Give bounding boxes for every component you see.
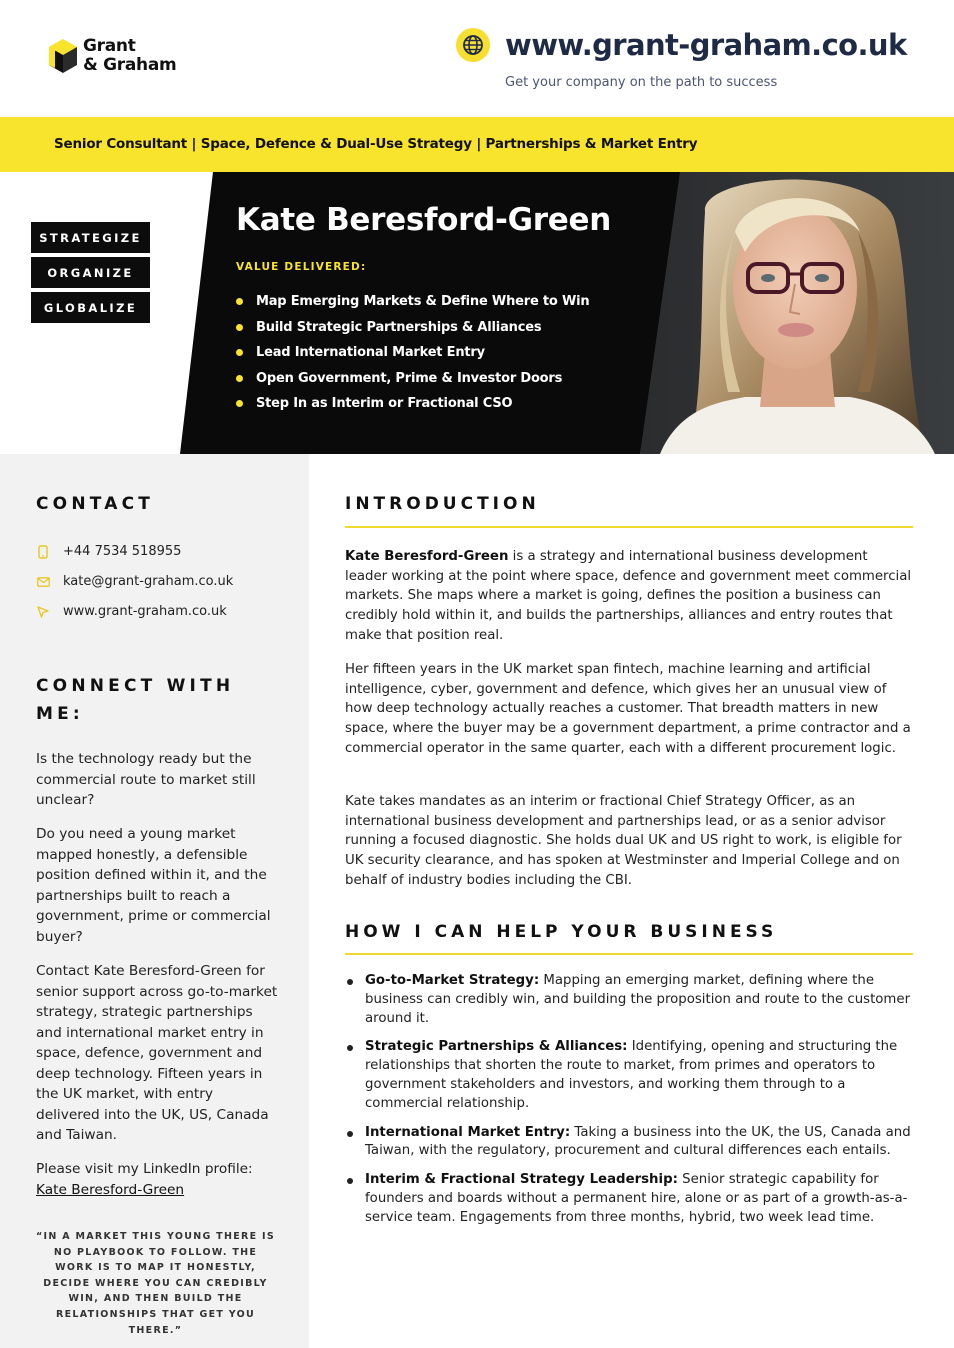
email-icon — [36, 575, 50, 589]
value-item — [236, 391, 589, 417]
globe-icon — [456, 28, 490, 62]
consultant-name: Kate Beresford-Green — [236, 202, 611, 238]
logo-line-2: & Graham — [83, 55, 177, 75]
website-url[interactable]: www.grant-graham.co.uk — [505, 28, 907, 62]
help-heading: HOW I CAN HELP YOUR BUSINESS — [345, 922, 778, 942]
value-item-text: Open Government, Prime & Investor Doors — [256, 370, 563, 386]
value-item-text: Step In as Interim or Fractional CSO — [256, 396, 513, 412]
website-header[interactable] — [456, 28, 907, 62]
help-item — [345, 1124, 913, 1162]
tagline: Get your company on the path to success — [505, 75, 778, 90]
phone-number[interactable]: +44 7534 518955 — [63, 544, 182, 559]
bullet-dot-icon — [347, 979, 353, 985]
help-item — [345, 972, 913, 1028]
intro-paragraph-2: Her fifteen years in the UK market span fintech, machine learning and artificial intelligence, cyber, government and defence, which gives her an unusual view of how deep technology actually reaches a customer. That breadth matters in new space, where the buyer may be a government department, a prime contractor and a commercial operator in the same quarter, each with a different procurement logic. — [345, 662, 911, 756]
hero-section — [0, 172, 954, 454]
contact-website[interactable] — [36, 604, 227, 619]
connect-heading — [36, 672, 234, 728]
page-header — [0, 0, 954, 117]
help-item-title: Interim & Fractional Strategy Leadership: — [365, 1172, 678, 1188]
help-item — [345, 1171, 913, 1227]
bullet-dot-icon — [347, 1045, 353, 1051]
connect-heading-line-2: ME: — [36, 704, 84, 724]
role-banner — [0, 117, 954, 172]
value-delivered-label: VALUE DELIVERED: — [236, 261, 367, 273]
linkedin-link[interactable]: Kate Beresford-Green — [36, 1181, 185, 1198]
pill-strategize: STRATEGIZE — [31, 222, 150, 253]
help-item-text: Senior strategic capability for founders and boards without a permanent hire, alone or as part of a growth-as-a-service team. Engagements from three months, hybrid, two week lead time. — [365, 1172, 908, 1225]
contact-email[interactable] — [36, 574, 233, 589]
email-address[interactable]: kate@grant-graham.co.uk — [63, 574, 234, 589]
intro-paragraph-1-text: is a strategy and international business development leader working at the point where space, defence and government meet commercial markets. She maps where a market is going, defines the position a business can credibly hold within it, and builds the partnerships, alliances and entry routes that make that position real. — [345, 549, 912, 643]
connect-paragraph-1: Is the technology ready but the commercial route to market still unclear? — [36, 751, 256, 808]
bullet-dot-icon — [347, 1131, 353, 1137]
intro-name: Kate Beresford-Green — [345, 549, 509, 564]
intro-paragraph-1 — [345, 547, 913, 646]
contact-heading: CONTACT — [36, 494, 155, 514]
help-item-title: International Market Entry: — [365, 1124, 571, 1140]
bullet-dot-icon — [236, 324, 243, 331]
bullet-dot-icon — [236, 349, 243, 356]
bullet-dot-icon — [347, 1178, 353, 1184]
pill-globalize: GLOBALIZE — [31, 292, 150, 323]
linkedin-prompt: Please visit my LinkedIn profile: — [36, 1161, 253, 1177]
value-item — [236, 340, 589, 366]
value-list — [236, 289, 589, 417]
help-divider — [345, 953, 913, 955]
help-item-text: Taking a business into the UK, the US, Canada and Taiwan, with the regulatory, procurement and cultural differences each entails. — [365, 1124, 911, 1159]
value-item-text: Build Strategic Partnerships & Alliances — [256, 319, 542, 335]
bullet-dot-icon — [236, 400, 243, 407]
help-item-text: Mapping an emerging market, defining where the business can credibly win, and building the proposition and route to the customer around it. — [365, 973, 911, 1026]
location-arrow-icon — [36, 605, 50, 619]
role-banner-text: Senior Consultant | Space, Defence & Dual-Use Strategy | Partnerships & Market Entry — [54, 136, 698, 152]
value-item-text: Lead International Market Entry — [256, 345, 485, 361]
quote-block: “IN A MARKET THIS YOUNG THERE IS NO PLAYBOOK TO FOLLOW. THE WORK IS TO MAP IT HONESTLY, DECIDE WHERE YOU CAN CREDIBLY WIN, AND THEN BUILD THE RELATIONSHIPS THAT GET YOU THERE.” — [36, 1231, 275, 1336]
connect-paragraph-3: Contact Kate Beresford-Green for senior support across go-to-market strategy, strategic partnerships and international market entry in space, defence, government and deep technology. Fifteen years in the UK market, with entry delivered into the UK, US, Canada and Taiwan. — [36, 963, 278, 1143]
logo-cube-icon — [47, 37, 79, 75]
connect-heading-line-1: CONNECT WITH — [36, 676, 235, 696]
website-link[interactable]: www.grant-graham.co.uk — [63, 604, 227, 619]
phone-icon — [36, 545, 50, 559]
pill-organize: ORGANIZE — [31, 257, 150, 288]
help-item — [345, 1038, 913, 1113]
logo-text — [83, 37, 176, 75]
logo-line-1: Grant — [83, 36, 136, 56]
pill-group — [31, 222, 150, 327]
bullet-dot-icon — [236, 375, 243, 382]
help-item-text: Identifying, opening and structuring the relationships that shorten the route to market, from primes and operators to government stakeholders and investors, and working them through to a commercial relationship. — [365, 1039, 898, 1111]
introduction-divider — [345, 526, 913, 528]
intro-paragraph-3: Kate takes mandates as an interim or fractional Chief Strategy Officer, as an international business development and partnerships lead, or as a senior advisor running a focused diagnostic. She holds dual UK and US right to work, is eligible for UK security clearance, and has spoken at Westminster and Imperial College and on behalf of industry bodies including the CBI. — [345, 794, 902, 888]
help-item-title: Strategic Partnerships & Alliances: — [365, 1039, 628, 1055]
help-item-title: Go-to-Market Strategy: — [365, 973, 540, 988]
value-item-text: Map Emerging Markets & Define Where to Win — [256, 294, 590, 310]
help-list — [345, 972, 913, 1238]
sidebar — [0, 454, 309, 1348]
company-logo[interactable] — [47, 37, 176, 75]
contact-phone[interactable] — [36, 544, 181, 559]
value-item — [236, 315, 589, 341]
bullet-dot-icon — [236, 298, 243, 305]
introduction-heading: INTRODUCTION — [345, 494, 540, 514]
value-item — [236, 366, 589, 392]
linkedin-block — [36, 1159, 281, 1200]
value-item — [236, 289, 589, 315]
connect-paragraph-2: Do you need a young market mapped honestly, a defensible position defined within it, and the partnerships built to reach a government, prime or commercial buyer? — [36, 826, 271, 945]
